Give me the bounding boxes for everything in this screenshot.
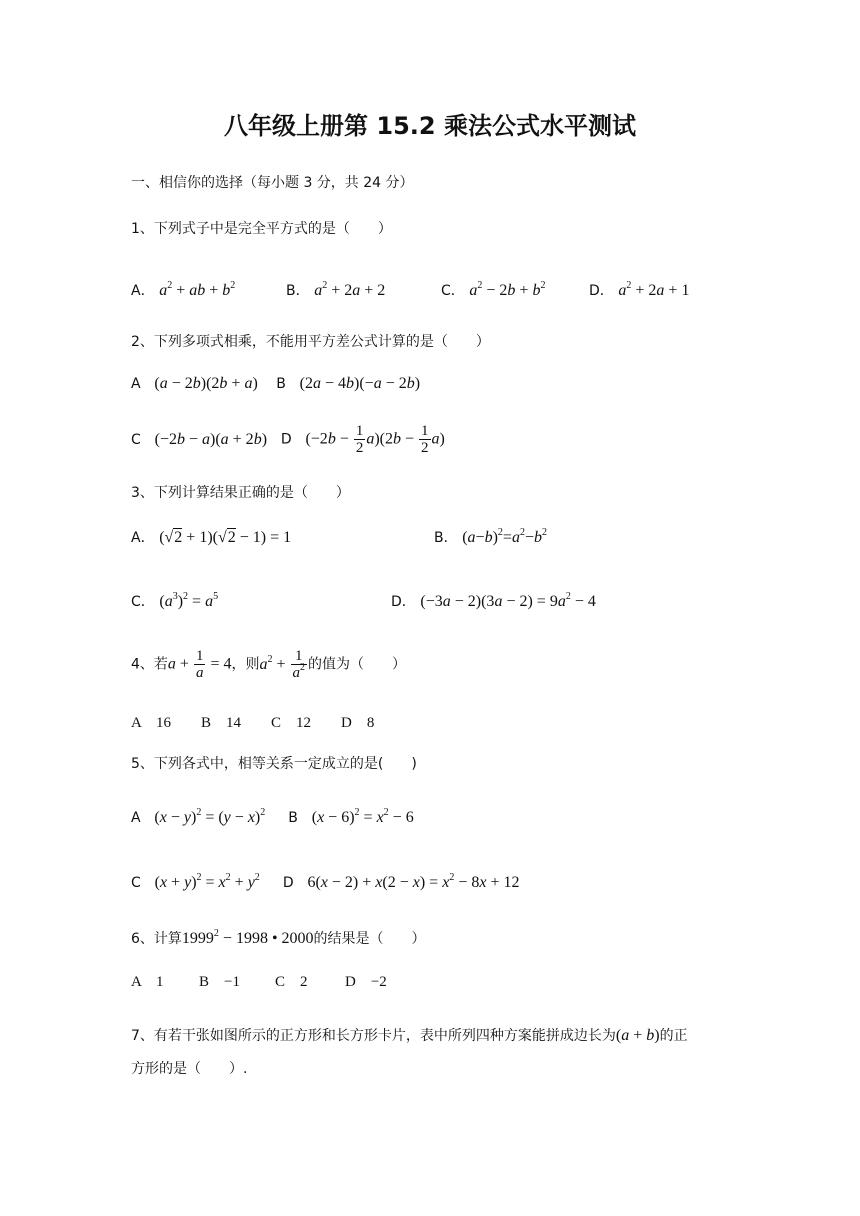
- q3-option-a[interactable]: A． (√2 + 1)(√2 − 1) = 1: [131, 529, 292, 546]
- q1-options: [131, 280, 690, 299]
- q3-options-row1: [131, 527, 547, 546]
- q6-option-b[interactable]: B −1: [199, 974, 240, 990]
- q4-option-c[interactable]: C 12: [271, 715, 312, 731]
- q2-option-a[interactable]: A (a − 2b)(2b + a): [131, 375, 258, 392]
- q2-options-row1: [131, 376, 420, 392]
- q3-option-d[interactable]: D． $(-3a - 2)(3a - 2) = 9a^2 - 4$: [391, 591, 596, 610]
- q3-stem: 3、下列计算结果正确的是（ ）: [131, 485, 350, 501]
- q6-option-a[interactable]: A 1: [131, 974, 164, 990]
- q4-option-a[interactable]: A 16: [131, 715, 172, 731]
- q5-stem: 5、下列各式中，相等关系一定成立的是( ): [131, 756, 417, 772]
- q4-option-b[interactable]: B 14: [201, 715, 242, 731]
- q2-options-row2: [131, 423, 445, 456]
- q1-option-d[interactable]: D． $a^2 + 2a + 1$: [589, 280, 690, 299]
- q2-option-d[interactable]: D (−2b − $\frac{1}{2}$ a)(2b − $\frac{1}{2}$ a): [280, 423, 445, 456]
- section-heading: 一、相信你的选择（每小题 3 分，共 24 分）: [131, 175, 414, 191]
- q5-option-c[interactable]: C $(x + y)^2 = x^2 + y^2$: [131, 872, 260, 891]
- fraction: $\frac{1}{a^2}$: [292, 648, 306, 681]
- q6-stem: 6、计算$1999^2 - 1998$ • 2000的结果是（ ）: [131, 928, 426, 947]
- q5-option-d[interactable]: D $6(x - 2) + x(2 - x) = x^2 - 8x + 12$: [282, 872, 520, 891]
- q2-option-b[interactable]: B (2a − 4b)(−a − 2b): [276, 375, 421, 392]
- q6-options: [131, 975, 387, 990]
- fraction: $\frac{1}{a}$: [195, 648, 204, 681]
- q5-options-row1: [131, 807, 414, 826]
- page-title: 八年级上册第 15.2 乘法公式水平测试: [224, 112, 636, 140]
- q5-option-b[interactable]: B $(x - 6)^2 = x^2 - 6$: [288, 807, 414, 826]
- q7-stem-line2: 方形的是（ ）.: [131, 1061, 248, 1077]
- q6-option-d[interactable]: D −2: [345, 974, 387, 990]
- q4-stem: 4、若a + $\frac{1}{a}$ = 4，则$a^2$ + $\frac{1}{a^2}$ 的值为（ ）: [131, 648, 407, 681]
- q3-options-row2: [131, 591, 596, 610]
- q2-option-c[interactable]: C (−2b − a)(a + 2b): [131, 430, 268, 448]
- q5-option-a[interactable]: A $(x - y)^2 = (y - x)^2$: [131, 807, 266, 826]
- q3-option-c[interactable]: C． $(a^3)^2 = a^5$: [131, 591, 219, 610]
- q1-option-b[interactable]: B． $a^2 + 2a + 2$: [286, 280, 386, 299]
- q6-option-c[interactable]: C 2: [275, 974, 308, 990]
- fraction: $\frac{1}{2}$: [355, 423, 364, 456]
- fraction: $\frac{1}{2}$: [421, 423, 429, 456]
- q4-options: [131, 716, 374, 731]
- q1-stem: 1、下列式子中是完全平方式的是（ ）: [131, 221, 392, 237]
- q5-options-row2: [131, 872, 520, 891]
- q4-option-d[interactable]: D 8: [341, 715, 375, 731]
- q1-option-a[interactable]: A． $a^2$ + ab + $b^2$: [131, 280, 236, 299]
- q3-option-b[interactable]: B． $(a-b)^2=a^2-b^2$: [434, 527, 547, 546]
- q1-option-c[interactable]: C． $a^2 - 2b + b^2$: [441, 280, 546, 299]
- q7-stem-line1: 7、有若干张如图所示的正方形和长方形卡片，表中所列四种方案能拼成边长为(a + b)的正: [131, 1027, 688, 1044]
- q2-stem: 2、下列多项式相乘，不能用平方差公式计算的是（ ）: [131, 334, 490, 350]
